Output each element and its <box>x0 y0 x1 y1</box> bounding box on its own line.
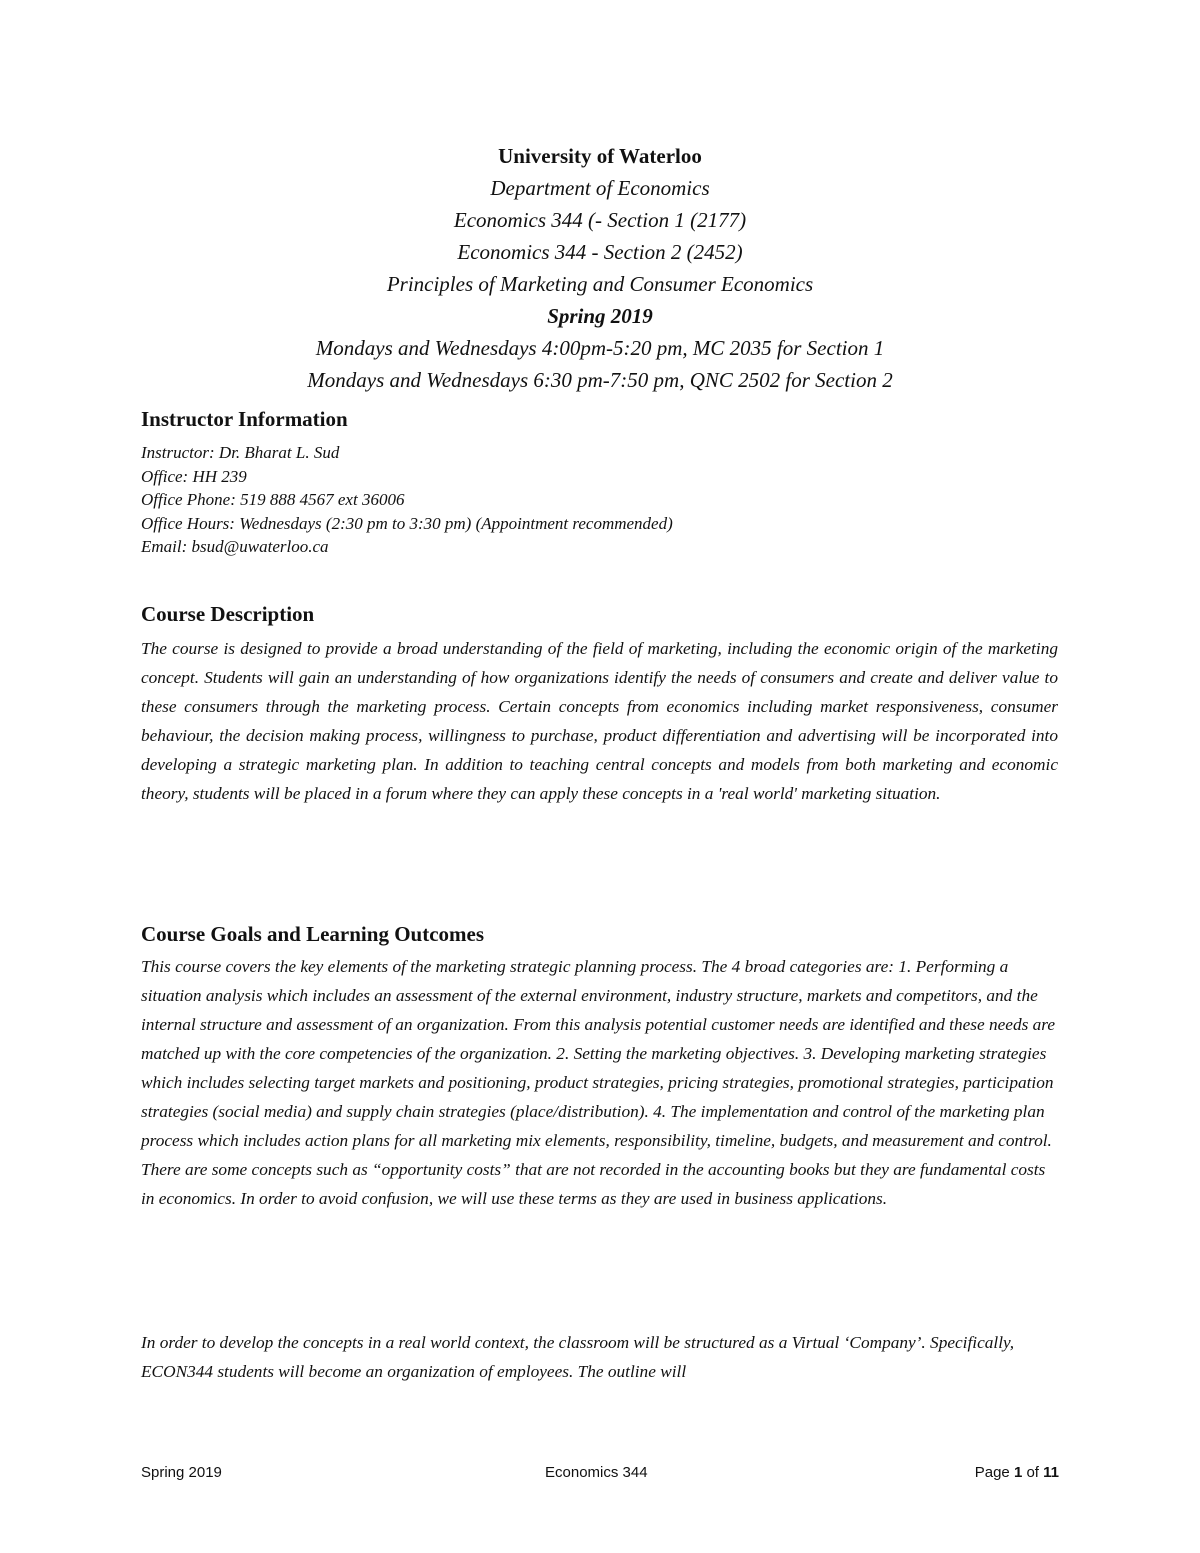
instructor-phone: Office Phone: 519 888 4567 ext 36006 <box>141 490 405 509</box>
course-section-2: Economics 344 - Section 2 (2452) <box>457 240 743 264</box>
footer-term: Spring 2019 <box>141 1464 222 1481</box>
instructor-office: Office: HH 239 <box>141 466 247 486</box>
instructor-email: Email: bsud@uwaterloo.ca <box>141 537 329 556</box>
university-name: University of Waterloo <box>498 144 702 168</box>
goals-heading: Course Goals and Learning Outcomes <box>141 922 485 946</box>
goals-paragraph-2: In order to develop the concepts in a real world context, the classroom will be structured as a Virtual ‘Company’. Specifically, ECON344 students will become an organization of employees. The outline will <box>141 1333 1015 1381</box>
total-pages: 11 <box>1043 1464 1059 1481</box>
document-header <box>0 140 1200 396</box>
course-title: Principles of Marketing and Consumer Economics <box>386 272 814 296</box>
schedule-section-2: Mondays and Wednesdays 6:30 pm-7:50 pm, QNC 2502 for Section 2 <box>307 368 893 392</box>
instructor-heading: Instructor Information <box>141 407 348 431</box>
course-section-1: Economics 344 (- Section 1 (2177) <box>453 208 747 232</box>
description-text: The course is designed to provide a broad understanding of the field of marketing, including the economic origin of the marketing concept. Students will gain an understanding of how organizations identify the needs of consumers and create and deliver value to these consumers through the marketing process. Certain concepts from economics including market responsiveness, consumer behaviour, the decision making process, willingness to purchase, product differentiation and advertising will be incorporated into developing a strategic marketing plan. In addition to teaching central concepts and models from both marketing and economic theory, students will be placed in a forum where they can apply these concepts in a 'real world' marketing situation. <box>141 639 1058 803</box>
current-page: 1 <box>1013 1464 1023 1481</box>
instructor-hours: Office Hours: Wednesdays (2:30 pm to 3:30 pm) (Appointment recommended) <box>141 513 673 533</box>
goals-paragraph-1: This course covers the key elements of the marketing strategic planning process. The 4 broad categories are: 1. Performing a situation analysis which includes an assessment of the external environment, industry structure, markets and competitors, and the internal structure and assessment of an organization. From this analysis potential customer needs are identified and these needs are matched up with the core competencies of the organization. 2. Setting the marketing objectives. 3. Developing marketing strategies which includes selecting target markets and positioning, product strategies, pricing strategies, promotional strategies, participation strategies (social media) and supply chain strategies (place/distribution). 4. The implementation and control of the marketing plan process which includes action plans for all marketing mix elements, responsibility, timeline, budgets, and measurement and control. There are some concepts such as “opportunity costs” that are not recorded in the accounting books but they are fundamental costs in economics. In order to avoid confusion, we will use these terms as they are used in business applications. <box>141 957 1056 1208</box>
term: Spring 2019 <box>547 304 653 328</box>
footer-course: Economics 344 <box>545 1464 648 1481</box>
description-heading: Course Description <box>141 602 315 626</box>
instructor-info <box>141 441 1041 559</box>
page-label: Page <box>974 1464 1010 1481</box>
instructor-name: Instructor: Dr. Bharat L. Sud <box>141 443 340 462</box>
department-name: Department of Economics <box>490 176 710 200</box>
schedule-section-1: Mondays and Wednesdays 4:00pm-5:20 pm, MC 2035 for Section 1 <box>315 336 885 360</box>
footer-page-number <box>975 1464 1059 1481</box>
of-label: of <box>1026 1464 1039 1481</box>
